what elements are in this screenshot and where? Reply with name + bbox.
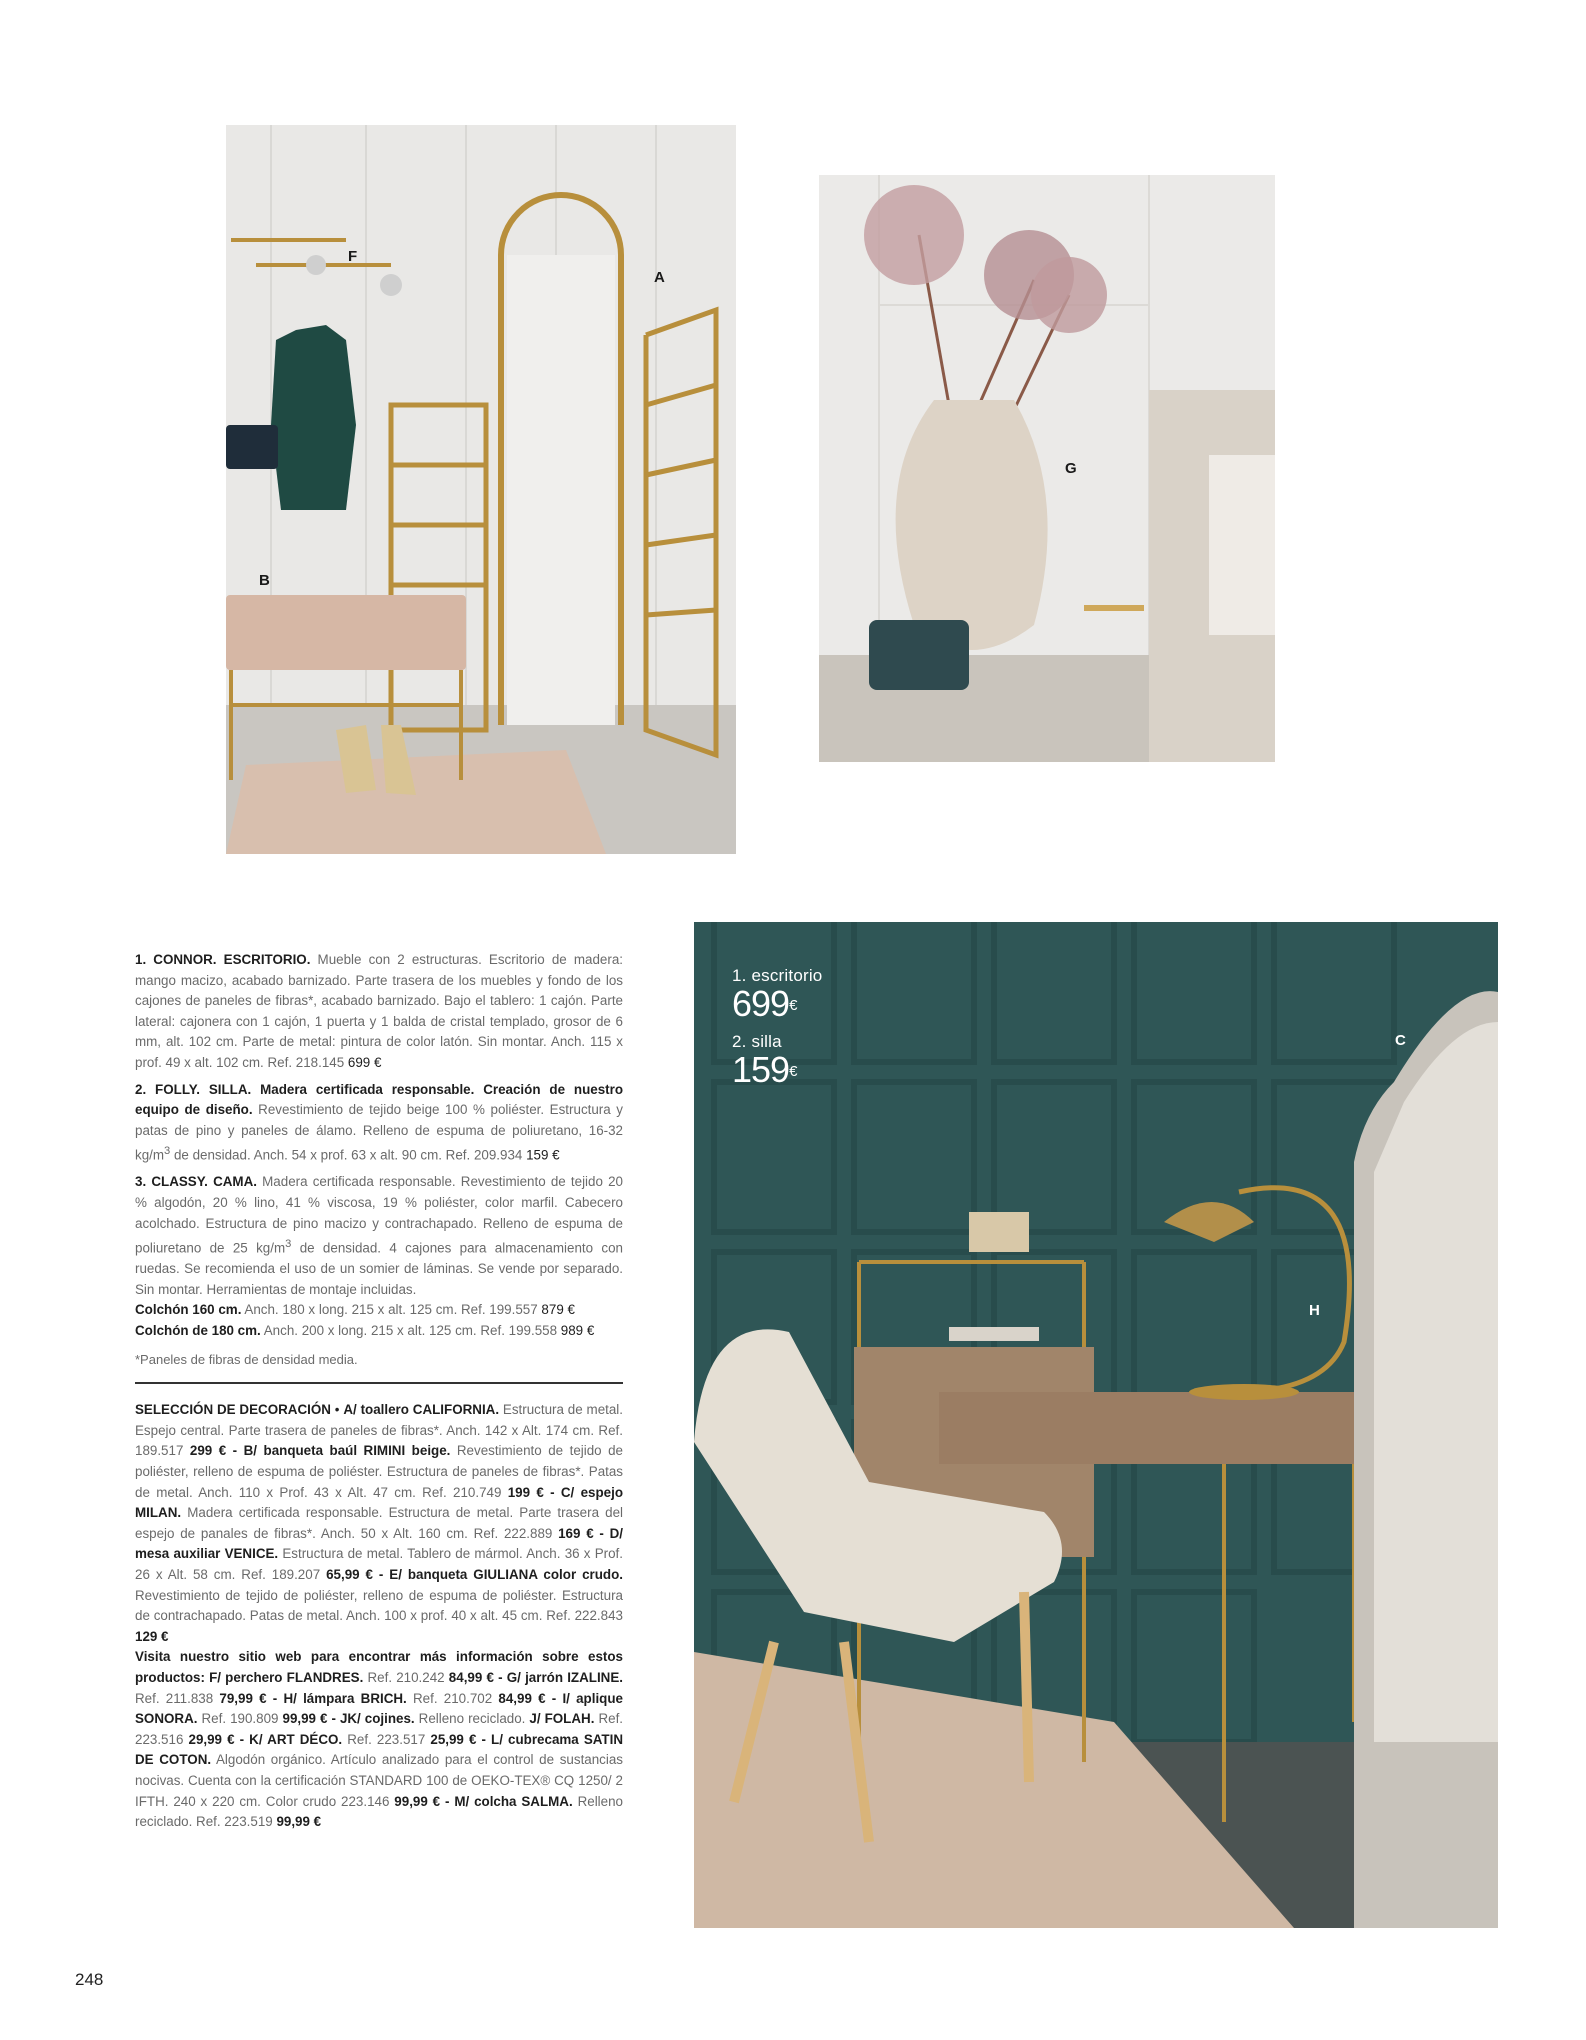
- price-tag-chair-value: 159€: [732, 1049, 797, 1090]
- label-a: A: [654, 269, 665, 286]
- product-connor: 1. CONNOR. ESCRITORIO. Mueble con 2 estructuras. Escritorio de madera: mango macizo, acabado barnizado. Parte trasera de los muebles y fondo de los cajones de paneles de fibras*, acabado barnizado. Bajo el tablero: 1 cajón. Parte lateral: cajonera con 1 cajón, 1 puerta y 1 balda de cristal templado, grosor de 6 mm, alt. 102 cm. Parte de metal: pintura de color latón. Sin montar. Anch. 115 x prof. 49 x alt. 102 cm. Ref. 218.145 699 €: [135, 952, 623, 1070]
- hallway-photo: [226, 125, 736, 854]
- label-f: F: [348, 248, 358, 265]
- price-tag-chair-label: 2. silla: [732, 1032, 782, 1051]
- vase-photo: [819, 175, 1275, 762]
- label-h: H: [1309, 1302, 1320, 1319]
- page-number: 248: [75, 1970, 104, 1989]
- price-tag-desk: [732, 966, 822, 1022]
- label-b: B: [259, 572, 270, 589]
- price-tag-desk-label: 1. escritorio: [732, 966, 823, 985]
- product-description-column: [135, 950, 623, 1839]
- product-classy: 3. CLASSY. CAMA. Madera certificada responsable. Revestimiento de tejido 20 % algodón, 20 % lino, 41 % viscosa, 19 % poliéster, color marfil. Cabecero acolchado. Estructura de pino macizo y contrachapado. Relleno de espuma de poliuretano de 25 $kg/m^3$ de densidad. 4 cajones para almacenamiento con ruedas. Se recomienda el uso de un somier de láminas. Se vende por separado. Sin montar. Herramientas de montaje incluidas. Colchón 160 cm. Anch. 180 x long. 215 x alt. 125 cm. Ref. 199.557 879 € Colchón de 180 cm. Anch. 200 x long. 215 x alt. 125 cm. Ref. 199.558 989 €: [135, 1174, 623, 1339]
- price-tag-chair: [732, 1032, 796, 1088]
- label-c: C: [1395, 1032, 1406, 1049]
- section-divider: [135, 1382, 623, 1384]
- label-g: G: [1065, 460, 1077, 477]
- price-tag-desk-value: 699€: [732, 983, 797, 1024]
- desk-photo: [694, 922, 1498, 1928]
- footnote: *Paneles de fibras de densidad media.: [135, 1351, 358, 1367]
- decoration-selection: SELECCIÓN DE DECORACIÓN • A/ toallero CALIFORNIA. Estructura de metal. Espejo central. Parte trasera de paneles de fibras*. Anch. 142 x Alt. 174 cm. Ref. 189.517 299 € - B/ banqueta baúl RIMINI beige. Revestimiento de tejido de poliéster, relleno de espuma de poliéster. Estructura de paneles de fibras*. Patas de metal. Anch. 110 x Prof. 43 x Alt. 47 cm. Ref. 210.749 199 € - C/ espejo MILAN. Madera certificada responsable. Estructura de metal. Parte trasera del espejo de panales de fibras*. Anch. 50 x Alt. 160 cm. Ref. 222.889 169 € - D/ mesa auxiliar VENICE. Estructura de metal. Tablero de mármol. Anch. 36 x Prof. 26 x Alt. 58 cm. Ref. 189.207 65,99 € - E/ banqueta GIULIANA color crudo. Revestimiento de tejido de poliéster, relleno de espuma de poliéster. Estructura de contrachapado. Patas de metal. Anch. 100 x prof. 40 x alt. 45 cm. Ref. 222.843 129 € Visita nuestro sitio web para encontrar más información sobre estos productos: F/ perchero FLANDRES. Ref. 210.242 84,99 € - G/ jarrón IZALINE. Ref. 211.838 79,99 € - H/ lámpara BRICH. Ref. 210.702 84,99 € - I/ aplique SONORA. Ref. 190.809 99,99 € - JK/ cojines. Relleno reciclado. J/ FOLAH. Ref. 223.516 29,99 € - K/ ART DÉCO. Ref. 223.517 25,99 € - L/ cubrecama SATIN DE COTON. Algodón orgánico. Artículo analizado para el control de sustancias nocivas. Cuenta con la certificación STANDARD 100 de OEKO-TEX® CQ 1250/ 2 IFTH. 240 x 220 cm. Color crudo 223.146 99,99 € - M/ colcha SALMA. Relleno reciclado. Ref. 223.519 99,99 €: [135, 1402, 624, 1830]
- product-folly: 2. FOLLY. SILLA. Madera certificada responsable. Creación de nuestro equipo de diseño. Revestimiento de tejido beige 100 % poliéster. Estructura y patas de pino y paneles de álamo. Relleno de espuma de poliuretano, 16-32 $kg/m^3$ de densidad. Anch. 54 x prof. 63 x alt. 90 cm. Ref. 209.934 159 €: [135, 1081, 623, 1163]
